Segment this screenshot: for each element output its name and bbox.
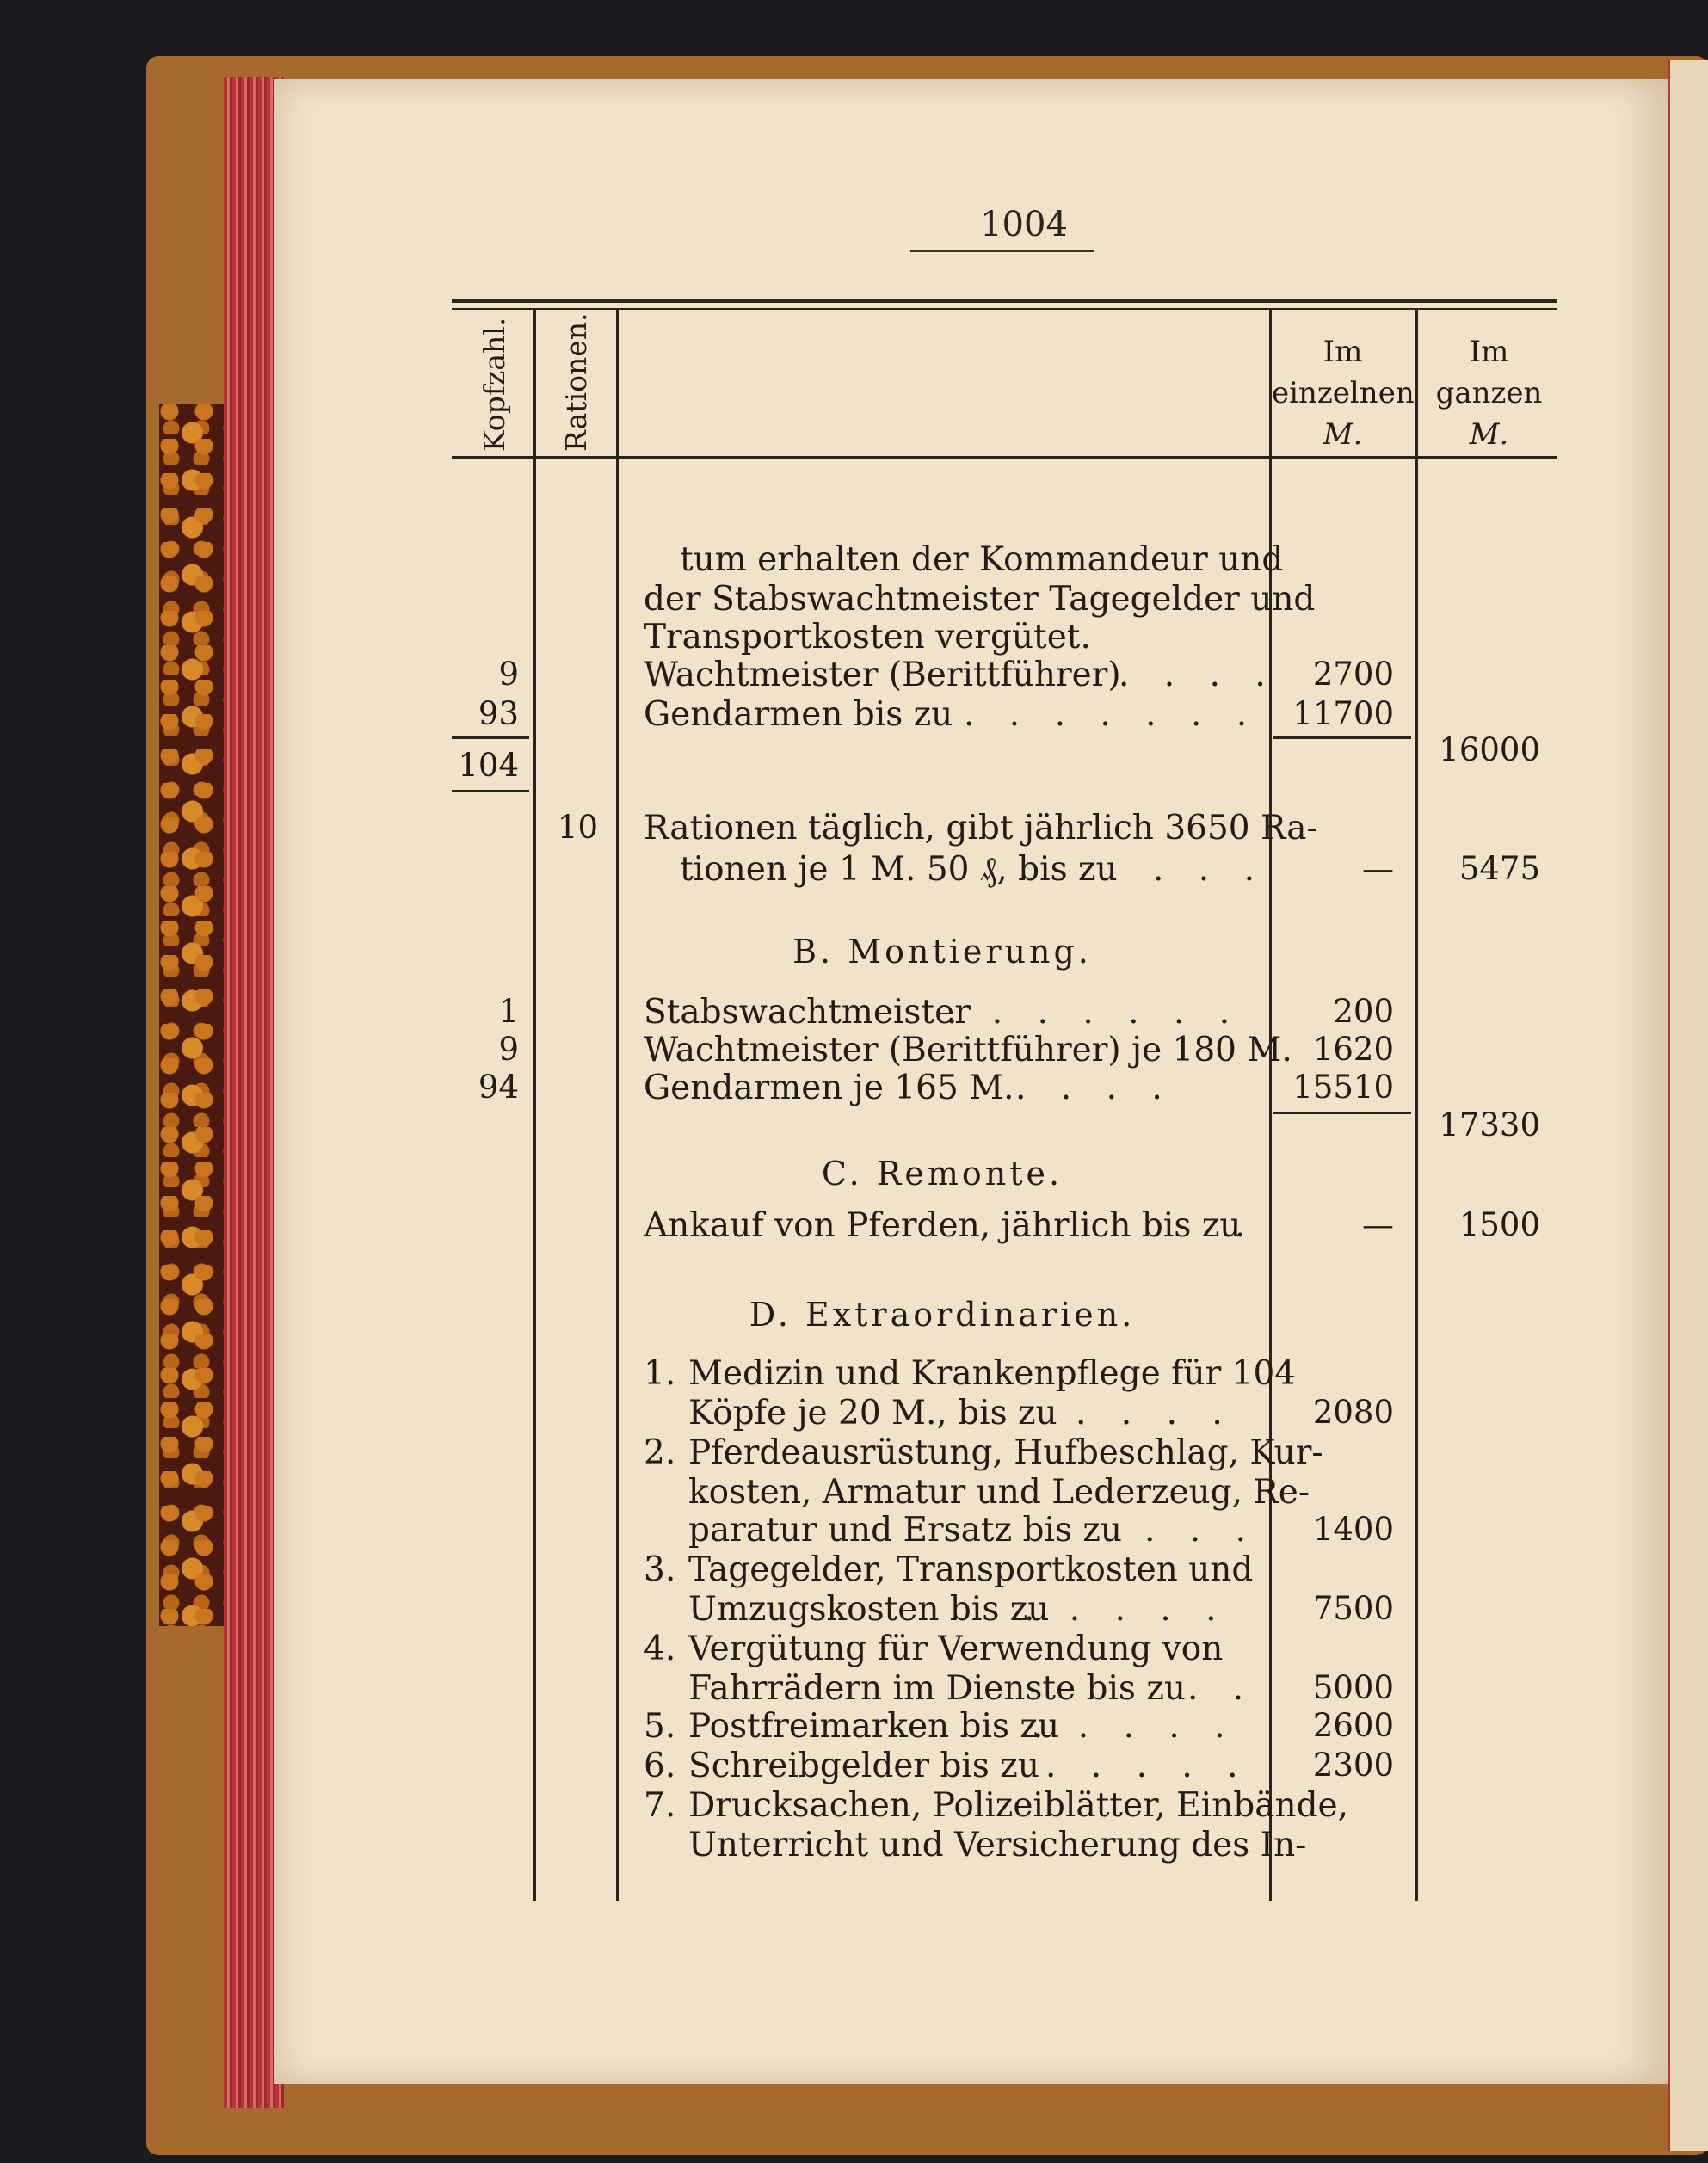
- item-number: 5.: [644, 1707, 676, 1746]
- item-line: Postfreimarken bis zu: [688, 1707, 1060, 1746]
- item-number: 4.: [644, 1630, 676, 1668]
- item-number: 7.: [644, 1786, 676, 1825]
- item-line: Umzugskosten bis zu: [688, 1590, 1050, 1629]
- ganzen-cell: 1500: [1458, 1206, 1540, 1243]
- item-line: paratur und Ersatz bis zu: [688, 1511, 1123, 1550]
- row-dots: . . . . .: [1045, 1747, 1250, 1785]
- kopf-cell: 9: [498, 1031, 519, 1068]
- row-dots: . . . .: [1076, 1394, 1235, 1433]
- table-top-rule: [452, 299, 1557, 303]
- row-dots: . . . . .: [1033, 1707, 1237, 1746]
- row-dots: . . . . . . .: [964, 695, 1260, 734]
- einzeln-cell: 7500: [1312, 1590, 1394, 1627]
- subtotal-rule-kopf: [452, 736, 529, 739]
- einzeln-cell: —: [1362, 850, 1394, 887]
- intro-line-2: der Stabswachtmeister Tagegelder und: [644, 580, 1316, 619]
- section-b-title: B. Montierung.: [792, 933, 1092, 971]
- page-number-rule: [910, 250, 1094, 252]
- facing-page-edge: [1668, 60, 1708, 2151]
- item-number: 1.: [644, 1354, 676, 1393]
- einzeln-cell: 5000: [1312, 1669, 1394, 1706]
- row-dots: . . . . . . .: [946, 993, 1242, 1032]
- item-line: Fahrrädern im Dienste bis zu: [688, 1669, 1186, 1708]
- intro-line-3: Transportkosten vergütet.: [644, 618, 1091, 656]
- kopf-cell: 9: [498, 656, 519, 693]
- row-dots: . . .: [1153, 850, 1267, 889]
- col-divider-1: [533, 310, 536, 1901]
- einzeln-cell: 1620: [1312, 1031, 1394, 1068]
- col-divider-4: [1415, 310, 1418, 1901]
- kopf-cell: 93: [478, 695, 519, 732]
- total-ganzen-cell: 17330: [1439, 1106, 1540, 1143]
- row-text: Gendarmen je 165 M.: [644, 1069, 1014, 1107]
- row-text: Wachtmeister (Berittführer): [644, 656, 1121, 694]
- row-dots: . . .: [1144, 1511, 1258, 1550]
- einzeln-cell: 2600: [1312, 1707, 1394, 1744]
- item-line: Unterricht und Versicherung des In-: [688, 1826, 1307, 1864]
- einzeln-cell: 2300: [1312, 1747, 1394, 1784]
- item-number: 2.: [644, 1433, 676, 1472]
- row-dots: . .: [1187, 1669, 1256, 1708]
- row-dots: . . . .: [1015, 1069, 1175, 1107]
- row-dots: . . . .: [1119, 656, 1278, 694]
- kopf-cell: 94: [478, 1069, 519, 1106]
- einzeln-cell: 11700: [1292, 695, 1394, 732]
- subtotal-rule-einzeln: [1273, 1112, 1411, 1114]
- kopf-cell: 1: [498, 993, 519, 1030]
- total-rule-kopf: [452, 790, 529, 792]
- header-rationen: Rationen.: [559, 312, 593, 452]
- rationen-cell: 10: [557, 809, 598, 846]
- page-number: 1004: [980, 205, 1068, 244]
- item-line: Vergütung für Verwendung von: [688, 1630, 1224, 1668]
- einzeln-cell: 200: [1333, 993, 1394, 1030]
- row-text: Wachtmeister (Berittführer) je 180 M.: [644, 1031, 1292, 1069]
- row-text: Stabswachtmeister: [644, 993, 971, 1032]
- item-line: Köpfe je 20 M., bis zu: [688, 1394, 1057, 1433]
- row-text: Ankauf von Pferden, jährlich bis zu: [644, 1206, 1242, 1245]
- header-kopfzahl: Kopfzahl.: [478, 317, 511, 452]
- einzeln-cell: 2080: [1312, 1394, 1394, 1431]
- row-dots: .: [1235, 1206, 1258, 1245]
- total-ganzen-cell: 16000: [1439, 731, 1540, 768]
- row-text: Gendarmen bis zu: [644, 695, 953, 734]
- einzeln-cell: 15510: [1292, 1069, 1394, 1106]
- item-line: Pferdeausrüstung, Hufbeschlag, Kur-: [688, 1433, 1323, 1472]
- item-line: Tagegelder, Transportkosten und: [688, 1550, 1254, 1589]
- item-line: Medizin und Krankenpflege für 104: [688, 1354, 1297, 1393]
- rationen-line-2: tionen je 1 M. 50 ₰, bis zu: [680, 850, 1118, 889]
- section-d-title: D. Extraordinarien.: [749, 1296, 1136, 1334]
- ganzen-cell: 5475: [1458, 850, 1540, 887]
- marbled-spine: [159, 404, 232, 1626]
- item-number: 3.: [644, 1550, 676, 1589]
- rationen-line-1: Rationen täglich, gibt jährlich 3650 Ra-: [644, 809, 1318, 847]
- intro-line-1: tum erhalten der Kommandeur und: [680, 540, 1284, 579]
- item-number: 6.: [644, 1747, 676, 1785]
- col-divider-2: [616, 310, 619, 1901]
- subtotal-rule-einzeln: [1273, 736, 1411, 739]
- total-kopf-cell: 104: [458, 747, 519, 784]
- section-c-title: C. Remonte.: [821, 1155, 1064, 1192]
- einzeln-cell: 2700: [1312, 656, 1394, 693]
- header-ganzen: Im ganzen M.: [1435, 335, 1543, 452]
- einzeln-cell: —: [1362, 1206, 1394, 1243]
- einzeln-cell: 1400: [1312, 1511, 1394, 1548]
- row-dots: . . . . .: [1024, 1590, 1229, 1629]
- item-line: Drucksachen, Polizeiblätter, Einbände,: [688, 1786, 1349, 1825]
- header-einzelnen: Im einzelnen M.: [1272, 335, 1415, 452]
- item-line: kosten, Armatur und Lederzeug, Re-: [688, 1473, 1310, 1512]
- item-line: Schreibgelder bis zu: [688, 1747, 1039, 1785]
